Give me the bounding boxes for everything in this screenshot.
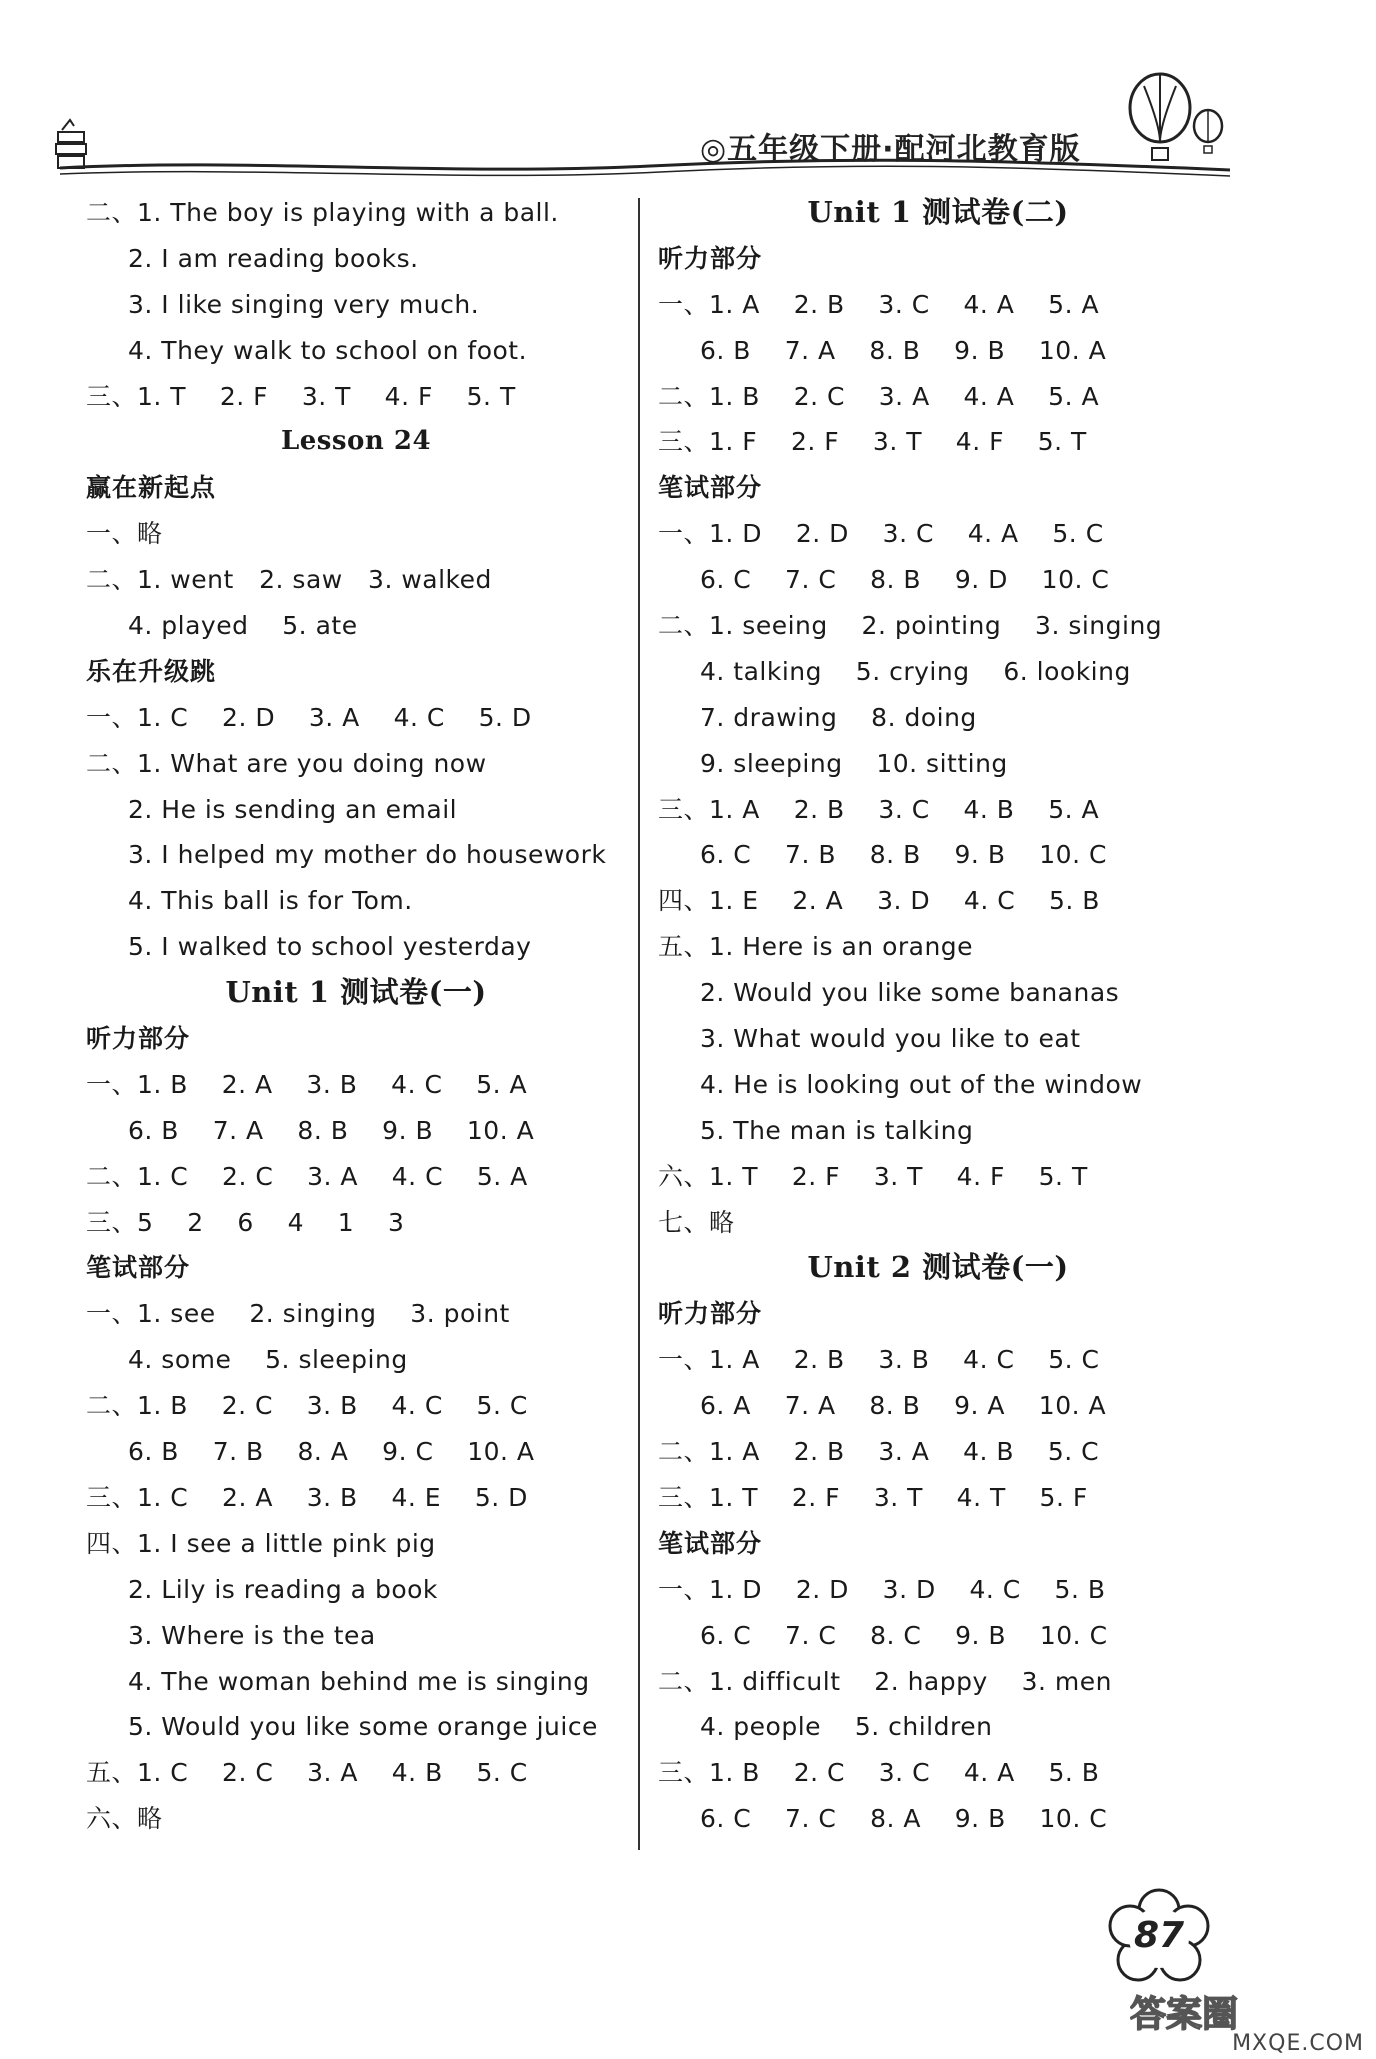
test-title: Unit 1 测试卷(一) (225, 975, 487, 1010)
answer-line: 四、1. E 2. A 3. D 4. C 5. B (658, 886, 1100, 916)
section-heading: 笔试部分 (658, 1528, 763, 1558)
answer-line: 二、1. C 2. C 3. A 4. C 5. A (86, 1161, 528, 1191)
answer-line: 6. C 7. C 8. B 9. D 10. C (700, 565, 1110, 595)
answer-line: 3. I like singing very much. (128, 289, 480, 319)
section-heading: 听力部分 (658, 1299, 763, 1329)
answer-line: 三、1. F 2. F 3. T 4. F 5. T (658, 427, 1087, 457)
answer-line: 4. He is looking out of the window (700, 1069, 1143, 1099)
answer-line: 6. C 7. C 8. C 9. B 10. C (700, 1620, 1108, 1650)
answer-line: 2. I am reading books. (128, 243, 419, 273)
answer-line: 二、1. B 2. C 3. A 4. A 5. A (658, 381, 1100, 411)
answer-line: 二、1. B 2. C 3. B 4. C 5. C (86, 1391, 528, 1421)
answer-line: 五、1. Here is an orange (658, 932, 974, 962)
header-title: ◎五年级下册·配河北教育版 (700, 132, 1081, 167)
answer-line: 4. talking 5. crying 6. looking (700, 656, 1131, 686)
answer-line: 4. This ball is for Tom. (128, 886, 413, 916)
answer-line: 6. C 7. C 8. A 9. B 10. C (700, 1804, 1108, 1834)
left-column (86, 190, 626, 1842)
book-stack-icon (52, 118, 92, 178)
answer-line: 三、1. B 2. C 3. C 4. A 5. B (658, 1758, 1100, 1788)
page-number-badge (1104, 1888, 1214, 1988)
test-title: Unit 1 测试卷(二) (807, 195, 1069, 229)
answer-line: 七、略 (658, 1207, 735, 1237)
answer-line: 一、1. D 2. D 3. C 4. A 5. C (658, 519, 1104, 549)
answer-line: 3. Where is the tea (128, 1620, 376, 1650)
answer-line: 4. played 5. ate (128, 611, 358, 641)
answer-line: 4. The woman behind me is singing (128, 1666, 590, 1696)
answer-line: 一、1. D 2. D 3. D 4. C 5. B (658, 1574, 1106, 1604)
answer-line: 二、1. went 2. saw 3. walked (86, 565, 492, 595)
hot-air-balloon-icon (1118, 66, 1228, 176)
answer-line: 6. A 7. A 8. B 9. A 10. A (700, 1391, 1107, 1421)
answer-line: 二、1. What are you doing now (86, 748, 487, 778)
answer-line: 一、1. C 2. D 3. A 4. C 5. D (86, 702, 532, 732)
right-column (658, 190, 1218, 1842)
answer-line: 六、1. T 2. F 3. T 4. F 5. T (658, 1161, 1088, 1191)
column-divider (638, 198, 640, 1850)
answer-line: 6. C 7. B 8. B 9. B 10. C (700, 840, 1107, 870)
answer-line: 三、1. T 2. F 3. T 4. T 5. F (658, 1482, 1088, 1512)
answer-line: 2. He is sending an email (128, 794, 458, 824)
section-heading: 赢在新起点 (86, 473, 217, 503)
watermark (1110, 1990, 1370, 2056)
watermark-url: MXQE.COM (1232, 2031, 1364, 2056)
section-heading: 笔试部分 (658, 473, 763, 503)
answer-line: 一、1. see 2. singing 3. point (86, 1299, 510, 1329)
answer-line: 五、1. C 2. C 3. A 4. B 5. C (86, 1758, 528, 1788)
test-title: Unit 2 测试卷(一) (807, 1250, 1069, 1285)
answer-line: 一、1. B 2. A 3. B 4. C 5. A (86, 1069, 528, 1099)
answer-line: 9. sleeping 10. sitting (700, 748, 1008, 778)
answer-line: 一、1. A 2. B 3. C 4. A 5. A (658, 289, 1100, 319)
answer-line: 六、略 (86, 1804, 163, 1834)
answer-line: 6. B 7. A 8. B 9. B 10. A (700, 335, 1107, 365)
answer-line: 二、1. seeing 2. pointing 3. singing (658, 611, 1163, 641)
lesson-title: Lesson 24 (280, 426, 432, 457)
answer-line: 一、略 (86, 519, 163, 549)
answer-line: 三、5 2 6 4 1 3 (86, 1207, 405, 1237)
answer-line: 四、1. I see a little pink pig (86, 1528, 436, 1558)
answer-line: 二、1. difficult 2. happy 3. men (658, 1666, 1112, 1696)
answer-line: 2. Would you like some bananas (700, 978, 1120, 1008)
page-header (0, 0, 1376, 190)
answer-line: 2. Lily is reading a book (128, 1574, 438, 1604)
section-heading: 乐在升级跳 (86, 656, 217, 686)
answer-line: 4. people 5. children (700, 1712, 993, 1742)
answer-line: 三、1. T 2. F 3. T 4. F 5. T (86, 381, 516, 411)
answer-line: 7. drawing 8. doing (700, 702, 977, 732)
page-number: 87 (1133, 1915, 1185, 1956)
answer-line: 5. The man is talking (700, 1115, 974, 1145)
answer-line: 6. B 7. A 8. B 9. B 10. A (128, 1115, 535, 1145)
answer-line: 4. some 5. sleeping (128, 1345, 408, 1375)
answer-line: 三、1. A 2. B 3. C 4. B 5. A (658, 794, 1100, 824)
answer-line: 4. They walk to school on foot. (128, 335, 528, 365)
section-heading: 听力部分 (86, 1024, 191, 1054)
answer-line: 一、1. A 2. B 3. B 4. C 5. C (658, 1345, 1100, 1375)
answer-line: 二、1. The boy is playing with a ball. (86, 198, 559, 227)
answer-line: 三、1. C 2. A 3. B 4. E 5. D (86, 1482, 528, 1512)
answer-line: 5. Would you like some orange juice (128, 1712, 598, 1742)
answer-line: 二、1. A 2. B 3. A 4. B 5. C (658, 1437, 1100, 1467)
answer-line: 3. What would you like to eat (700, 1024, 1081, 1054)
watermark-logo (1130, 1990, 1300, 2034)
answer-line: 3. I helped my mother do housework (128, 840, 607, 870)
svg-text:答案圈: 答案圈 (1130, 1994, 1239, 2034)
answer-line: 6. B 7. B 8. A 9. C 10. A (128, 1437, 535, 1467)
section-heading: 听力部分 (658, 243, 763, 273)
section-heading: 笔试部分 (86, 1253, 191, 1283)
answer-line: 5. I walked to school yesterday (128, 932, 532, 962)
